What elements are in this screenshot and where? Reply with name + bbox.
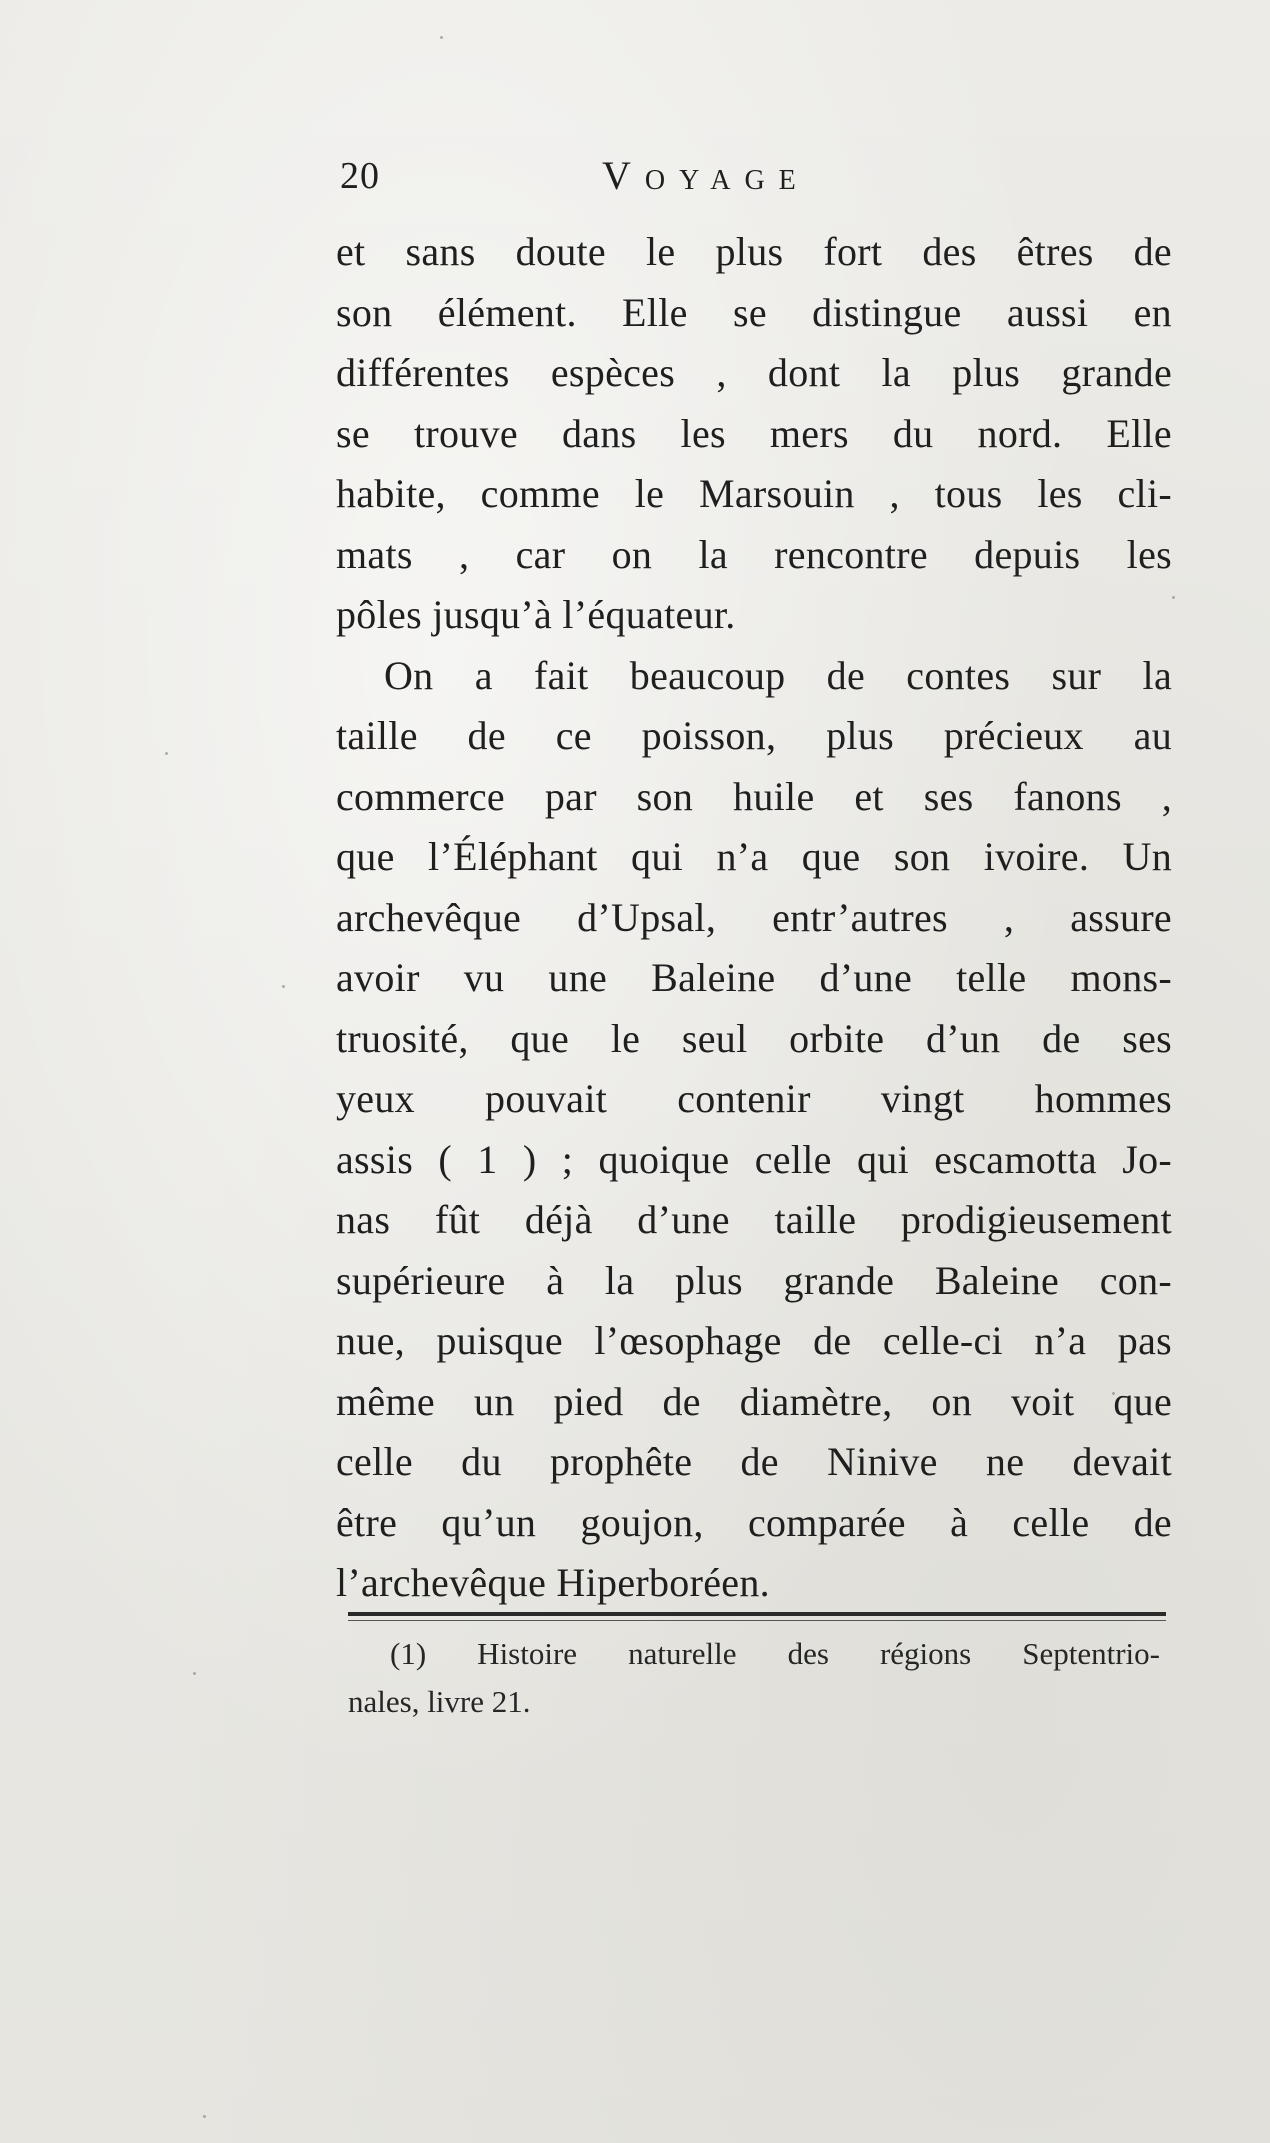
paper-speck	[440, 36, 443, 39]
page-number: 20	[340, 155, 380, 197]
paper-speck	[1172, 596, 1175, 599]
text-line: l’archevêque Hiperboréen.	[336, 1560, 770, 1605]
text-line: yeux pouvait contenir vingt hommes	[336, 1076, 1172, 1121]
footnote	[348, 1630, 1160, 1726]
text-line: se trouve dans les mers du nord. Elle	[336, 410, 1172, 456]
running-head: Voyage	[602, 153, 810, 198]
text-line: et sans doute le plus fort des êtres de	[336, 229, 1172, 274]
text-line: On a fait beaucoup de contes sur la	[384, 652, 1172, 698]
text-line: nue, puisque l’œsophage de celle-ci n’a pas	[336, 1318, 1172, 1363]
text-line: habite, comme le Marsouin , tous les cli-	[336, 471, 1172, 516]
text-line: celle du prophête de Ninive ne devait	[336, 1439, 1172, 1484]
text-line: assis ( 1 ) ; quoique celle qui escamotta Jo-	[336, 1136, 1172, 1182]
text-line: même un pied de diamètre, on voit que	[336, 1378, 1172, 1424]
paper-speck	[203, 2115, 206, 2118]
text-line: taille de ce poisson, plus précieux au	[336, 713, 1172, 758]
footnote-rule	[348, 1612, 1166, 1616]
text-line: son élément. Elle se distingue aussi en	[336, 289, 1172, 335]
text-line: être qu’un goujon, comparée à celle de	[336, 1499, 1172, 1545]
footnote-rule-thin	[348, 1620, 1166, 1621]
paper-speck	[282, 985, 285, 988]
text-line: nas fût déjà d’une taille prodigieusement	[336, 1197, 1172, 1242]
text-line: commerce par son huile et ses fanons ,	[336, 773, 1172, 819]
text-line: pôles jusqu’à l’équateur.	[336, 592, 736, 637]
page-header	[340, 152, 1170, 202]
text-line: différentes espèces , dont la plus grande	[336, 350, 1172, 395]
text-line: truosité, que le seul orbite d’un de ses	[336, 1015, 1172, 1061]
paper-speck	[193, 1672, 196, 1675]
text-line: mats , car on la rencontre depuis les	[336, 531, 1172, 577]
body-text	[336, 222, 1172, 1614]
footnote-line: nales, livre 21.	[348, 1684, 531, 1719]
text-line: supérieure à la plus grande Baleine con-	[336, 1257, 1172, 1303]
text-line: avoir vu une Baleine d’une telle mons-	[336, 955, 1172, 1000]
text-line: archevêque d’Upsal, entr’autres , assure	[336, 894, 1172, 940]
footnote-line: (1) Histoire naturelle des régions Septentrio-	[390, 1636, 1160, 1671]
paper-speck	[165, 752, 168, 755]
text-line: que l’Éléphant qui n’a que son ivoire. Un	[336, 834, 1172, 879]
